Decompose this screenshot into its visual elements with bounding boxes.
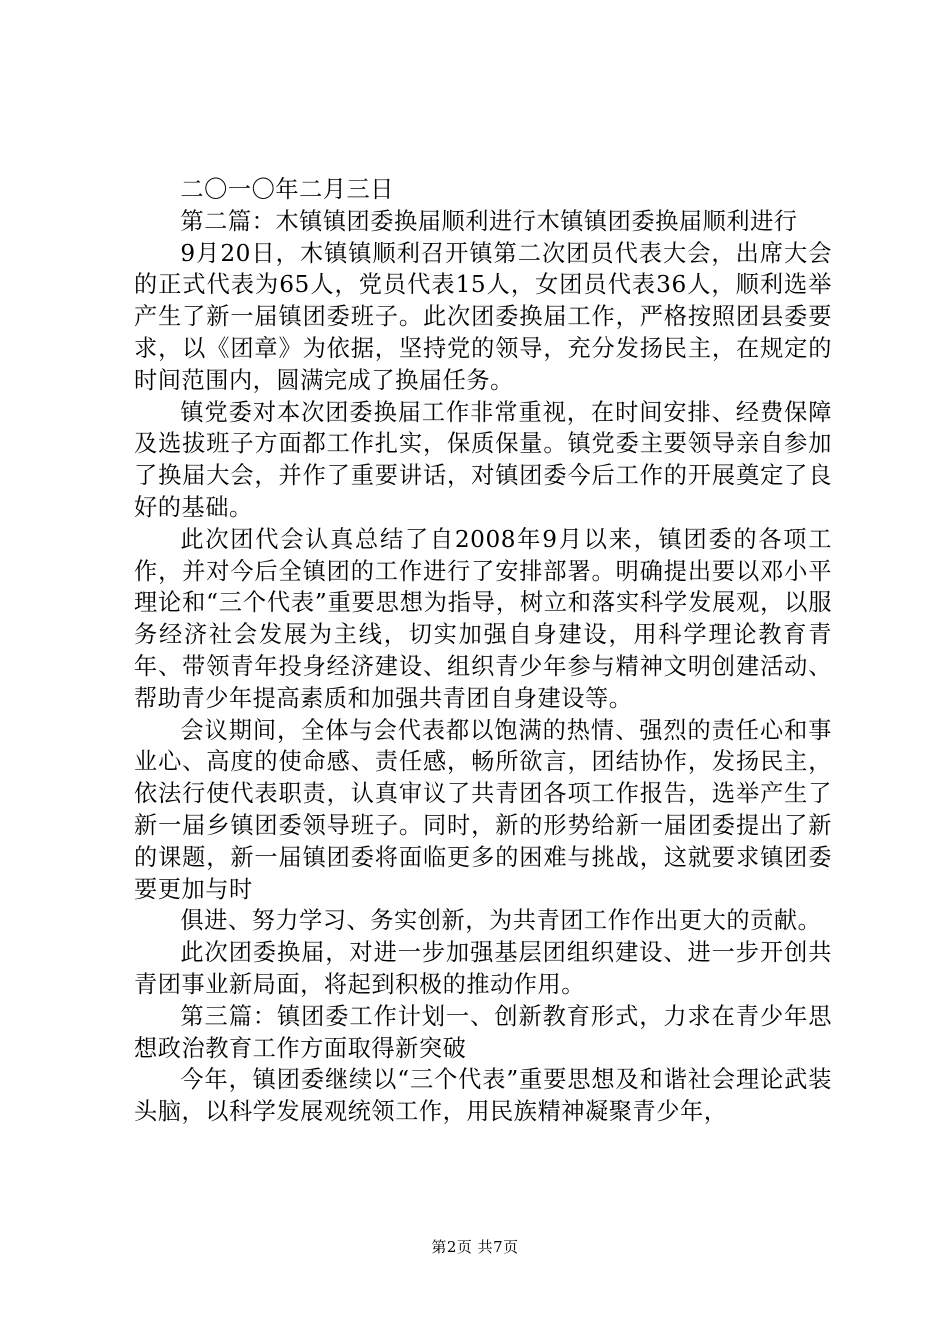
body-paragraph: 会议期间，全体与会代表都以饱满的热情、强烈的责任心和事业心、高度的使命感、责任感，畅所欲言，团结协作，发扬民主，依法行使代表职责，认真审议了共青团各项工作报告，选举产生了新一届乡镇团委领导班子。同时，新的形势给新一届团委提出了新的课题，新一届镇团委将面临更多的困难与挑战，这就要求镇团委要更加与时	[134, 716, 832, 903]
document-body	[134, 174, 832, 1128]
section-heading-part-two: 第二篇：木镇镇团委换届顺利进行木镇镇团委换届顺利进行	[180, 207, 798, 235]
body-paragraph: 俱进、努力学习、务实创新，为共青团工作作出更大的贡献。	[180, 907, 822, 935]
body-paragraph: 此次团委换届，对进一步加强基层团组织建设、进一步开创共青团事业新局面，将起到积极的推动作用。	[134, 939, 832, 998]
body-paragraph: 今年，镇团委继续以“三个代表”重要思想及和谐社会理论武装头脑，以科学发展观统领工作，用民族精神凝聚青少年，	[134, 1066, 832, 1126]
body-paragraph: 镇党委对本次团委换届工作非常重视，在时间安排、经费保障及选拔班子方面都工作扎实，保质保量。镇党委主要领导亲自参加了换届大会，并作了重要讲话，对镇团委今后工作的开展奠定了良好的基础。	[134, 398, 832, 521]
body-paragraph: 9月20日，木镇镇顺利召开镇第二次团员代表大会，出席大会的正式代表为65人，党员代表15人，女团员代表36人，顺利选举产生了新一届镇团委班子。此次团委换届工作，严格按照团县委要求，以《团章》为依据，坚持党的领导，充分发扬民主，在规定的时间范围内，圆满完成了换届任务。	[134, 239, 833, 394]
section-heading-part-three: 第三篇：镇团委工作计划一、创新教育形式，力求在青少年思想政治教育工作方面取得新突破	[134, 1002, 832, 1062]
body-paragraph: 此次团代会认真总结了自2008年9月以来，镇团委的各项工作，并对今后全镇团的工作进行了安排部署。明确提出要以邓小平理论和“三个代表”重要思想为指导，树立和落实科学发展观，以服务经济社会发展为主线，切实加强自身建设，用科学理论教育青年、带领青年投身经济建设、组织青少年参与精神文明创建活动、帮助青少年提高素质和加强共青团自身建设等。	[134, 525, 832, 712]
page-number-footer: 第2页 共7页	[431, 1238, 519, 1256]
date-line: 二〇一〇年二月三日	[180, 176, 395, 203]
